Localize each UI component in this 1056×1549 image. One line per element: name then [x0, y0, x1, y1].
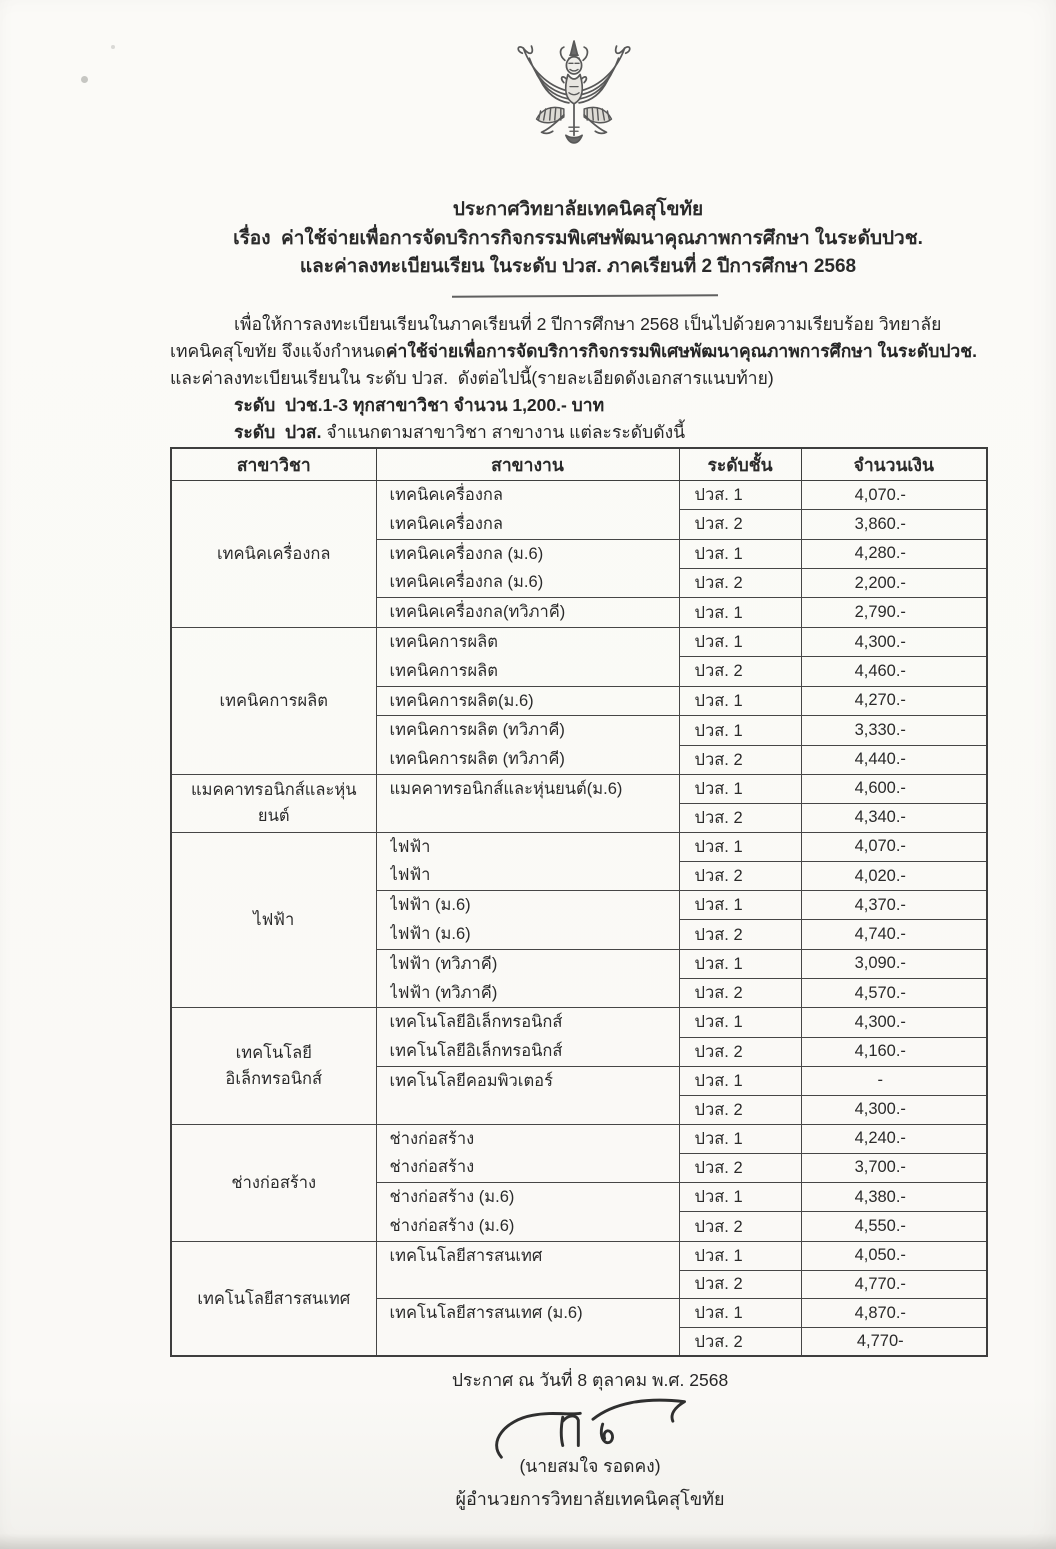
announcement-subject-line1: เรื่อง ค่าใช้จ่ายเพื่อการจัดบริการกิจกรรมพิเศษพัฒนาคุณภาพการศึกษา ในระดับปวช. [233, 228, 923, 249]
level-cell: ปวส. 1 [679, 686, 801, 716]
level-cell: ปวส. 2 [679, 1037, 801, 1066]
level-cell: ปวส. 1 [679, 1183, 801, 1212]
amount-cell: 4,300.- [801, 627, 987, 656]
branch-name: ช่างก่อสร้าง [389, 1158, 475, 1177]
branch-name: เทคนิคเครื่องกล (ม.6) [389, 544, 544, 563]
field-name: ไฟฟ้า [253, 910, 295, 929]
branch-cell [376, 1241, 679, 1299]
amount-cell: 4,340.- [801, 803, 987, 832]
field-name: อิเล็กทรอนิกส์ [225, 1069, 323, 1088]
branch-name: แมคคาทรอนิกส์และหุ่นยนต์(ม.6) [389, 779, 623, 798]
amount-cell: 3,700.- [801, 1153, 987, 1182]
amount-cell: 4,770.- [801, 1270, 987, 1299]
branch-name: เทคนิคการผลิต (ทวิภาคี) [389, 721, 565, 740]
level-cell: ปวส. 1 [679, 1008, 801, 1037]
level-cell: ปวส. 2 [679, 1095, 801, 1124]
branch-cell [376, 1124, 679, 1183]
table-row [171, 1008, 987, 1037]
field-name: แมคคาทรอนิกส์และหุ่นยนต์ [190, 781, 357, 826]
level-cell: ปวส. 2 [679, 979, 801, 1008]
amount-cell: 3,090.- [801, 949, 987, 978]
level-cell: ปวส. 2 [679, 803, 801, 832]
paragraph-text: จึงแจ้งกำหนด [281, 341, 386, 361]
branch-name: เทคโนโลยีอิเล็กทรอนิกส์ [389, 1013, 563, 1032]
table-row [171, 1124, 987, 1153]
branch-name: ช่างก่อสร้าง [389, 1129, 475, 1148]
branch-cell [376, 1183, 679, 1242]
level-cell: ปวส. 1 [679, 891, 801, 920]
fees-table [170, 447, 988, 1357]
amount-cell: 4,550.- [801, 1212, 987, 1241]
amount-cell: 4,740.- [801, 920, 987, 949]
amount-cell: 4,770- [801, 1328, 987, 1357]
amount-cell: 3,860.- [801, 510, 987, 539]
amount-cell: 4,160.- [801, 1037, 987, 1066]
amount-cell: 4,370.- [801, 891, 987, 920]
amount-cell: 4,050.- [801, 1241, 987, 1270]
branch-cell [376, 774, 679, 832]
level-cell: ปวส. 2 [679, 745, 801, 774]
level-cell: ปวส. 1 [679, 716, 801, 745]
amount-cell: 4,570.- [801, 979, 987, 1008]
branch-name: เทคนิคการผลิต(ม.6) [389, 691, 534, 710]
level-cell: ปวส. 2 [679, 568, 801, 597]
branch-cell [376, 481, 679, 540]
level-cell: ปวส. 1 [679, 481, 801, 510]
branch-name: เทคโนโลยีอิเล็กทรอนิกส์ [389, 1042, 563, 1061]
field-name: เทคโนโลยี [235, 1043, 312, 1062]
paragraph-text: ระดับ ปวส. ดังต่อไปนี้(รายละเอียดดังเอกสารแนบท้าย) [365, 368, 774, 388]
amount-cell: 2,790.- [801, 598, 987, 628]
field-cell [171, 832, 376, 1008]
column-header-branch: สาขางาน [376, 448, 679, 481]
branch-name: ช่างก่อสร้าง (ม.6) [389, 1188, 515, 1207]
amount-cell: 4,870.- [801, 1299, 987, 1328]
amount-cell: 3,330.- [801, 716, 987, 745]
table-row [171, 1241, 987, 1270]
level-cell: ปวส. 2 [679, 1212, 801, 1241]
branch-name: เทคนิคการผลิต [389, 632, 498, 651]
branch-name: เทคโนโลยีสารสนเทศ (ม.6) [389, 1304, 583, 1323]
branch-cell [376, 832, 679, 891]
field-name: เทคโนโลยีสารสนเทศ [197, 1289, 351, 1308]
level-cell: ปวส. 2 [679, 510, 801, 539]
branch-name: เทคนิคเครื่องกล (ม.6) [389, 573, 544, 592]
fee-level-line-pvs [234, 418, 685, 446]
announcement-subject-line2: และค่าลงทะเบียนเรียน ในระดับ ปวส. ภาคเรียนที่ 2 ปีการศึกษา 2568 [299, 256, 857, 277]
level-cell: ปวส. 1 [679, 832, 801, 861]
branch-name: ไฟฟ้า [389, 837, 431, 856]
paragraph-text: และค่าลงทะเบียนเรียนใน [170, 368, 361, 388]
column-header-field: สาขาวิชา [171, 448, 376, 481]
branch-cell [376, 598, 679, 628]
branch-name: ไฟฟ้า (ม.6) [389, 896, 471, 915]
paragraph-text-bold: ค่าใช้จ่ายเพื่อการจัดบริการกิจกรรมพิเศษพัฒนาคุณภาพการศึกษา ในระดับปวช. [385, 341, 977, 361]
title-divider-line [452, 294, 718, 297]
table-row [171, 627, 987, 656]
amount-cell: 4,440.- [801, 745, 987, 774]
branch-cell [376, 716, 679, 775]
fee-level-line-pvs-bold: ระดับ ปวส. [234, 422, 322, 442]
level-cell: ปวส. 1 [679, 598, 801, 628]
amount-cell: - [801, 1066, 987, 1095]
amount-cell: 4,240.- [801, 1124, 987, 1153]
level-cell: ปวส. 2 [679, 861, 801, 890]
branch-name: ไฟฟ้า (ทวิภาคี) [389, 983, 498, 1002]
branch-cell [376, 627, 679, 686]
level-cell: ปวส. 1 [679, 627, 801, 656]
branch-name: เทคนิคการผลิต [389, 661, 498, 680]
level-cell: ปวส. 1 [679, 539, 801, 568]
amount-cell: 4,070.- [801, 832, 987, 861]
scan-speck [111, 45, 115, 49]
amount-cell: 4,280.- [801, 539, 987, 568]
garuda-emblem-icon [503, 38, 645, 188]
signer-name: (นายสมใจ รอดคง) [519, 1456, 661, 1476]
amount-cell: 4,020.- [801, 861, 987, 890]
branch-name: ช่างก่อสร้าง (ม.6) [389, 1216, 515, 1235]
field-cell [171, 627, 376, 774]
level-cell: ปวส. 1 [679, 774, 801, 803]
amount-cell: 4,270.- [801, 686, 987, 716]
branch-cell [376, 686, 679, 716]
body-paragraph [170, 311, 994, 392]
level-cell: ปวส. 2 [679, 657, 801, 686]
branch-name: เทคโนโลยีคอมพิวเตอร์ [389, 1071, 553, 1090]
column-header-amount: จำนวนเงิน [801, 448, 987, 481]
field-cell [171, 1241, 376, 1356]
announcement-org-title: ประกาศวิทยาลัยเทคนิคสุโขทัย [452, 199, 704, 220]
field-cell [171, 774, 376, 832]
scan-speck [81, 76, 88, 83]
branch-cell [376, 1008, 679, 1067]
table-row [171, 832, 987, 861]
branch-name: ไฟฟ้า (ทวิภาคี) [389, 954, 498, 973]
branch-name: เทคนิคเครื่องกล [389, 486, 503, 504]
amount-cell: 4,300.- [801, 1095, 987, 1124]
branch-name: ไฟฟ้า (ม.6) [389, 924, 471, 943]
table-row [171, 774, 987, 803]
branch-name: เทคนิคเครื่องกล(ทวิภาคี) [389, 603, 566, 622]
level-cell: ปวส. 1 [679, 1124, 801, 1153]
signer-title: ผู้อำนวยการวิทยาลัยเทคนิคสุโขทัย [455, 1489, 725, 1509]
level-cell: ปวส. 1 [679, 949, 801, 978]
table-row [171, 481, 987, 510]
branch-cell [376, 539, 679, 598]
field-name: ช่างก่อสร้าง [231, 1173, 317, 1192]
field-cell [171, 1008, 376, 1124]
level-cell: ปวส. 2 [679, 1270, 801, 1299]
level-cell: ปวส. 1 [679, 1241, 801, 1270]
announcement-date-line: ประกาศ ณ วันที่ 8 ตุลาคม พ.ศ. 2568 [451, 1370, 729, 1390]
branch-cell [376, 1299, 679, 1357]
branch-name: เทคโนโลยีสารสนเทศ [389, 1246, 543, 1265]
branch-cell [376, 949, 679, 1008]
level-cell: ปวส. 2 [679, 1153, 801, 1182]
field-cell [171, 1124, 376, 1241]
field-cell [171, 481, 376, 628]
table-header-row [171, 448, 987, 481]
level-cell: ปวส. 2 [679, 920, 801, 949]
branch-name: ไฟฟ้า [389, 866, 431, 885]
branch-name: เทคนิคการผลิต (ทวิภาคี) [389, 750, 565, 769]
amount-cell: 4,070.- [801, 481, 987, 510]
level-cell: ปวส. 1 [679, 1066, 801, 1095]
branch-cell [376, 1066, 679, 1124]
amount-cell: 4,600.- [801, 774, 987, 803]
amount-cell: 4,380.- [801, 1183, 987, 1212]
branch-name: เทคนิคเครื่องกล [389, 514, 503, 533]
fee-level-line-pvs-rest: จำแนกตามสาขาวิชา สาขางาน แต่ละระดับดังนี้ [321, 422, 686, 442]
branch-cell [376, 891, 679, 950]
level-cell: ปวส. 1 [679, 1299, 801, 1328]
amount-cell: 4,460.- [801, 657, 987, 686]
amount-cell: 2,200.- [801, 568, 987, 597]
column-header-level: ระดับชั้น [679, 448, 801, 481]
fee-level-line-pvch: ระดับ ปวช.1-3 ทุกสาขาวิชา จำนวน 1,200.- บาท [234, 395, 605, 415]
paragraph-text: เพื่อให้การลงทะเบียนเรียนในภาคเรียนที่ 2 ปีการศึกษา 2568 เป็นไปด้วยความเรียบร้อย วิทยาลัยเทคนิคสุโขทัย [170, 314, 942, 361]
field-name: เทคนิคการผลิต [219, 691, 328, 710]
level-cell: ปวส. 2 [679, 1328, 801, 1357]
amount-cell: 4,300.- [801, 1008, 987, 1037]
field-name: เทคนิคเครื่องกล [217, 544, 331, 563]
